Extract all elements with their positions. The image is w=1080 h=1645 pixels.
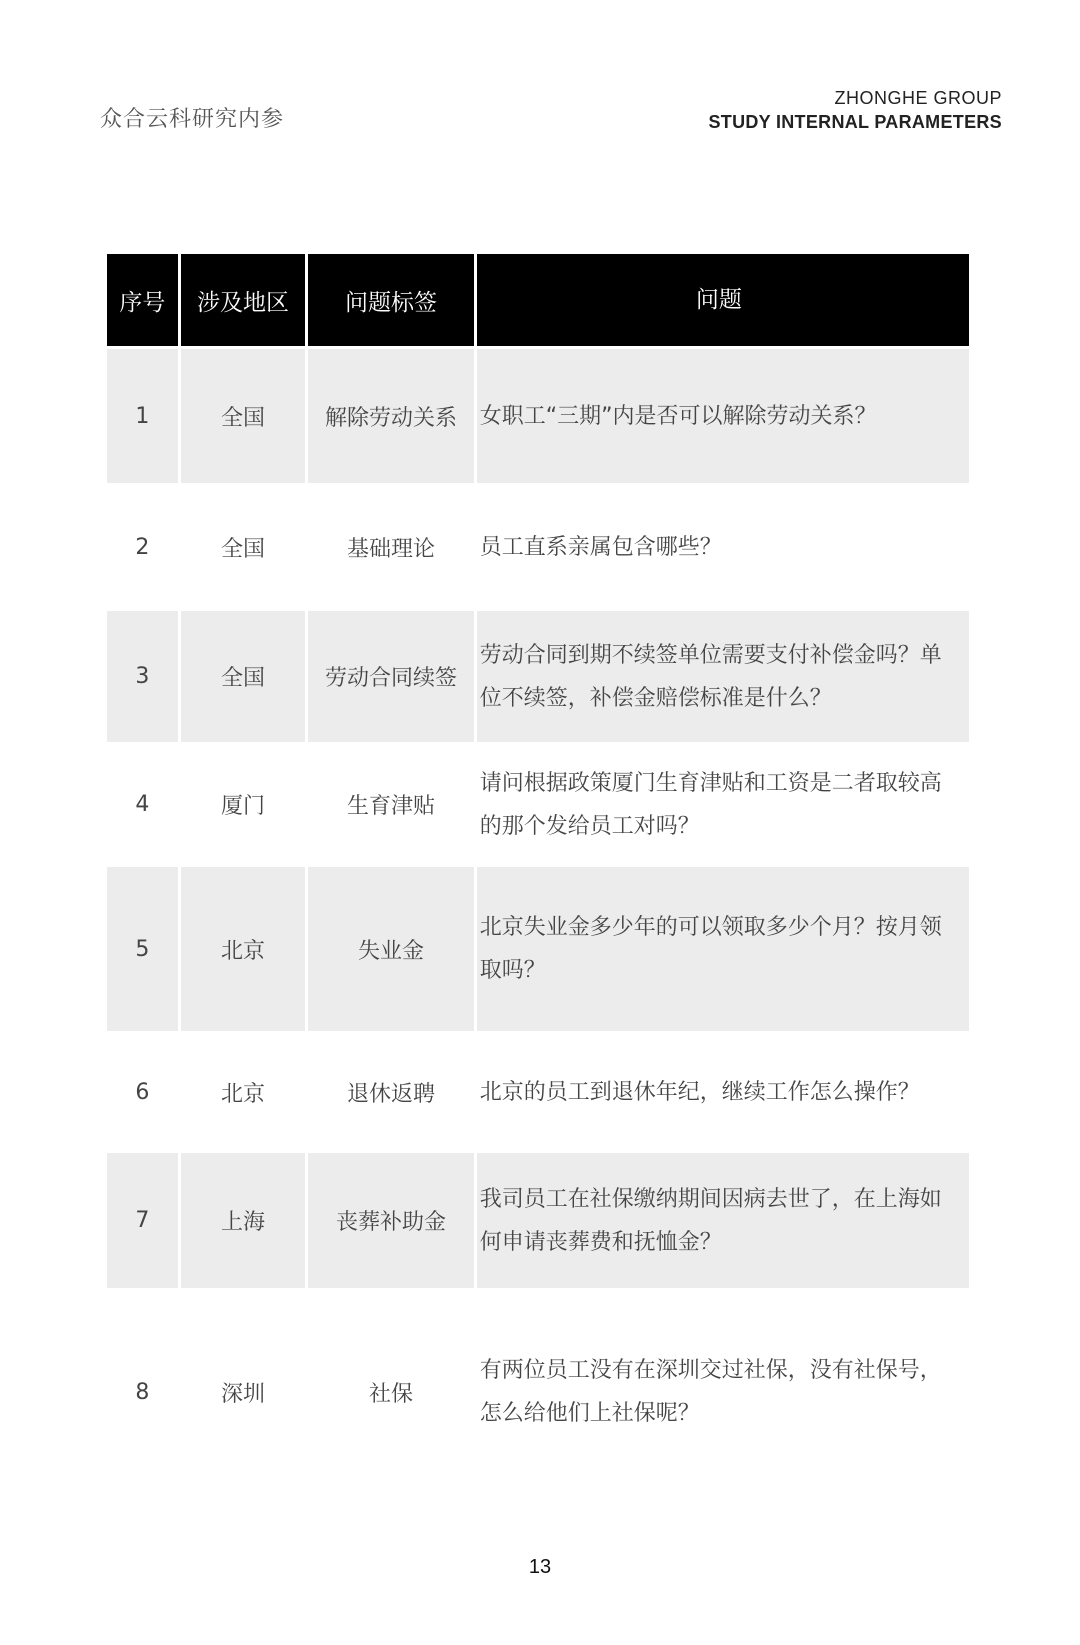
row-number: 3 [107, 611, 178, 742]
table-row [107, 867, 969, 1031]
row-number: 1 [107, 349, 178, 483]
publisher-block [708, 86, 1002, 134]
row-tag: 基础理论 [347, 536, 436, 562]
row-tag: 生育津贴 [347, 794, 436, 819]
group-name: ZHONGHE GROUP [834, 88, 1002, 108]
column-header-region: 涉及地区 [181, 254, 306, 346]
table-row [107, 1288, 969, 1496]
row-number: 6 [135, 1079, 150, 1105]
row-question: 北京失业金多少年的可以领取多少个月？按月领取吗？ [477, 867, 969, 1031]
publication-title: 众合云科研究内参 [100, 107, 285, 132]
table-row [107, 1153, 969, 1288]
row-tag: 解除劳动关系 [308, 349, 473, 483]
column-header-tag: 问题标签 [308, 254, 473, 346]
column-header-no: 序号 [107, 254, 178, 346]
group-subtitle: STUDY INTERNAL PARAMETERS [708, 112, 1002, 132]
row-region: 厦门 [221, 794, 266, 819]
row-question: 有两位员工没有在深圳交过社保，没有社保号，怎么给他们上社保呢？ [479, 1358, 942, 1426]
row-region: 上海 [181, 1153, 306, 1288]
row-question: 北京的员工到退休年纪，继续工作怎么操作？ [479, 1079, 920, 1105]
table-header-row [107, 254, 969, 346]
row-tag: 劳动合同续签 [308, 611, 473, 742]
table-row [107, 349, 969, 483]
row-question: 我司员工在社保缴纳期间因病去世了，在上海如何申请丧葬费和抚恤金？ [477, 1153, 969, 1288]
row-region: 全国 [181, 349, 306, 483]
row-number: 4 [135, 792, 150, 817]
column-header-question: 问题 [477, 254, 969, 346]
row-tag: 社保 [369, 1381, 414, 1407]
row-question: 员工直系亲属包含哪些？ [479, 534, 722, 560]
row-number: 7 [107, 1153, 178, 1288]
row-tag: 失业金 [308, 867, 473, 1031]
page-number: 13 [528, 1556, 552, 1578]
row-tag: 退休返聘 [347, 1081, 436, 1107]
row-number: 5 [107, 867, 178, 1031]
row-tag: 丧葬补助金 [308, 1153, 473, 1288]
row-region: 全国 [221, 536, 266, 562]
table-row [107, 1031, 969, 1153]
row-region: 北京 [181, 867, 306, 1031]
row-question: 劳动合同到期不续签单位需要支付补偿金吗？单位不续签，补偿金赔偿标准是什么？ [477, 611, 969, 742]
table-row [107, 483, 969, 611]
row-question: 请问根据政策厦门生育津贴和工资是二者取较高的那个发给员工对吗？ [479, 770, 942, 839]
row-region: 北京 [221, 1081, 266, 1107]
table-row [107, 742, 969, 867]
row-region: 全国 [181, 611, 306, 742]
table-row [107, 611, 969, 742]
faq-table [107, 254, 969, 1496]
row-question: 女职工“三期”内是否可以解除劳动关系？ [477, 349, 969, 483]
row-number: 8 [135, 1379, 150, 1405]
row-number: 2 [135, 534, 150, 560]
row-region: 深圳 [221, 1381, 266, 1407]
